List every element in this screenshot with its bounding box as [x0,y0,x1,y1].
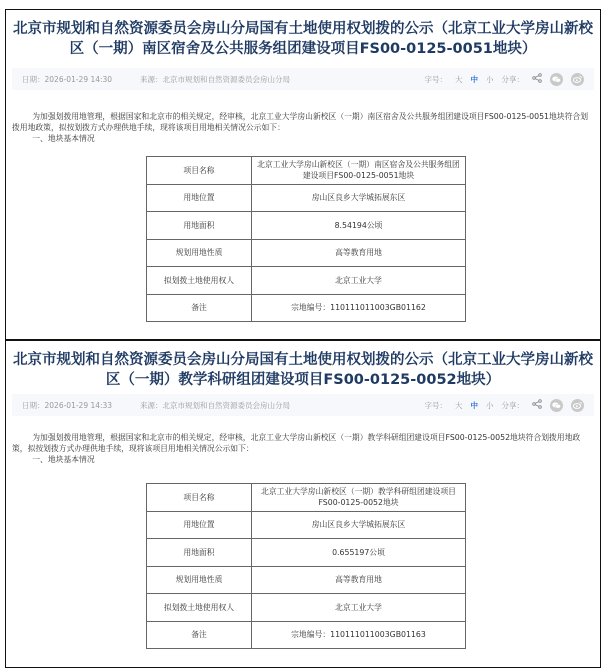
meta-bar [12,394,594,416]
row-key: 项目名称 [147,484,252,512]
table-row [147,157,466,185]
share-label: 分享： [501,74,524,84]
notice-paragraph: 为加强划拨用地管理，根据国家和北京市的相关规定，经审核，北京工业大学房山新校区（一期）教学科研组团建设项目FS00-0125-0052地块符合划拨用地政策，拟按划拨方式办理供地手续，现将该项目用地相关情况公示如下： [12,433,581,453]
section-heading: 一、地块基本情况 [32,455,95,464]
table-row [147,621,466,649]
row-key: 项目名称 [147,157,252,185]
row-value: 高等教育用地 [252,239,466,267]
share-icon[interactable] [532,399,542,412]
share-icon[interactable] [532,73,542,86]
row-key: 拟划拨土地使用权人 [147,594,252,622]
notice-body [12,432,590,465]
table-row [147,539,466,567]
section-heading: 一、地块基本情况 [32,134,95,143]
font-size-medium[interactable]: 中 [470,400,478,410]
notice-panel-1 [5,9,601,340]
notice-body [12,111,590,144]
row-value: 宗地编号：110111011003GB01163 [252,621,466,649]
row-key: 拟划拨土地使用权人 [147,267,252,295]
table-row [147,294,466,322]
notice-title: 北京市规划和自然资源委员会房山分局国有土地使用权划拨的公示（北京工业大学房山新校区（一期）南区宿舍及公共服务组团建设项目FS00-0125-0051地块） [13,21,593,57]
notice-panel-2 [5,340,601,668]
table-row [147,239,466,267]
font-size-label: 字号： [424,400,447,410]
row-key: 备注 [147,621,252,649]
row-key: 规划用地性质 [147,239,252,267]
publish-date: 日期：2026-01-29 14:33 [22,400,113,410]
land-info-table [146,156,466,322]
row-value: 房山区良乡大学城拓展东区 [252,184,466,212]
notice-paragraph: 为加强划拨用地管理，根据国家和北京市的相关规定，经审核，北京工业大学房山新校区（一期）南区宿舍及公共服务组团建设项目FS00-0125-0051地块符合划拨用地政策，拟按划拨方式办理供地手续，现将该项目用地相关情况公示如下： [12,112,588,132]
meta-tools [425,73,585,86]
font-size-medium[interactable]: 中 [470,74,478,84]
row-key: 备注 [147,294,252,322]
row-value: 北京工业大学房山新校区（一期）南区宿舍及公共服务组团建设项目FS00-0125-0051地块 [252,157,466,185]
table-row [147,566,466,594]
table-row [147,212,466,240]
table-row [147,594,466,622]
land-info-table [146,483,466,649]
source: 来源：北京市规划和自然资源委员会房山分局 [140,400,290,410]
row-value: 宗地编号：110111011003GB01162 [252,294,466,322]
row-key: 用地面积 [147,539,252,567]
table-row [147,511,466,539]
row-key: 用地位置 [147,184,252,212]
row-value: 北京工业大学 [252,267,466,295]
row-value: 高等教育用地 [252,566,466,594]
weibo-icon[interactable] [571,399,584,412]
font-size-large[interactable]: 大 [455,74,463,84]
row-value: 房山区良乡大学城拓展东区 [252,511,466,539]
meta-tools [425,399,585,412]
row-key: 用地面积 [147,212,252,240]
font-size-small[interactable]: 小 [486,74,494,84]
row-value: 北京工业大学房山新校区（一期）教学科研组团建设项目FS00-0125-0052地块 [252,484,466,512]
source: 来源：北京市规划和自然资源委员会房山分局 [140,74,290,84]
wechat-icon[interactable] [550,73,563,86]
table-row [147,267,466,295]
font-size-label: 字号： [424,74,447,84]
notice-title: 北京市规划和自然资源委员会房山分局国有土地使用权划拨的公示（北京工业大学房山新校区（一期）教学科研组团建设项目FS00-0125-0052地块） [13,352,593,388]
publish-date: 日期：2026-01-29 14:30 [22,74,113,84]
table-row [147,484,466,512]
table-row [147,184,466,212]
row-value: 0.655197公顷 [252,539,466,567]
wechat-icon[interactable] [550,399,563,412]
share-label: 分享： [501,400,524,410]
meta-bar [12,68,594,90]
row-key: 规划用地性质 [147,566,252,594]
row-value: 8.54194公顷 [252,212,466,240]
row-value: 北京工业大学 [252,594,466,622]
weibo-icon[interactable] [571,73,584,86]
row-key: 用地位置 [147,511,252,539]
font-size-large[interactable]: 大 [455,400,463,410]
font-size-small[interactable]: 小 [486,400,494,410]
